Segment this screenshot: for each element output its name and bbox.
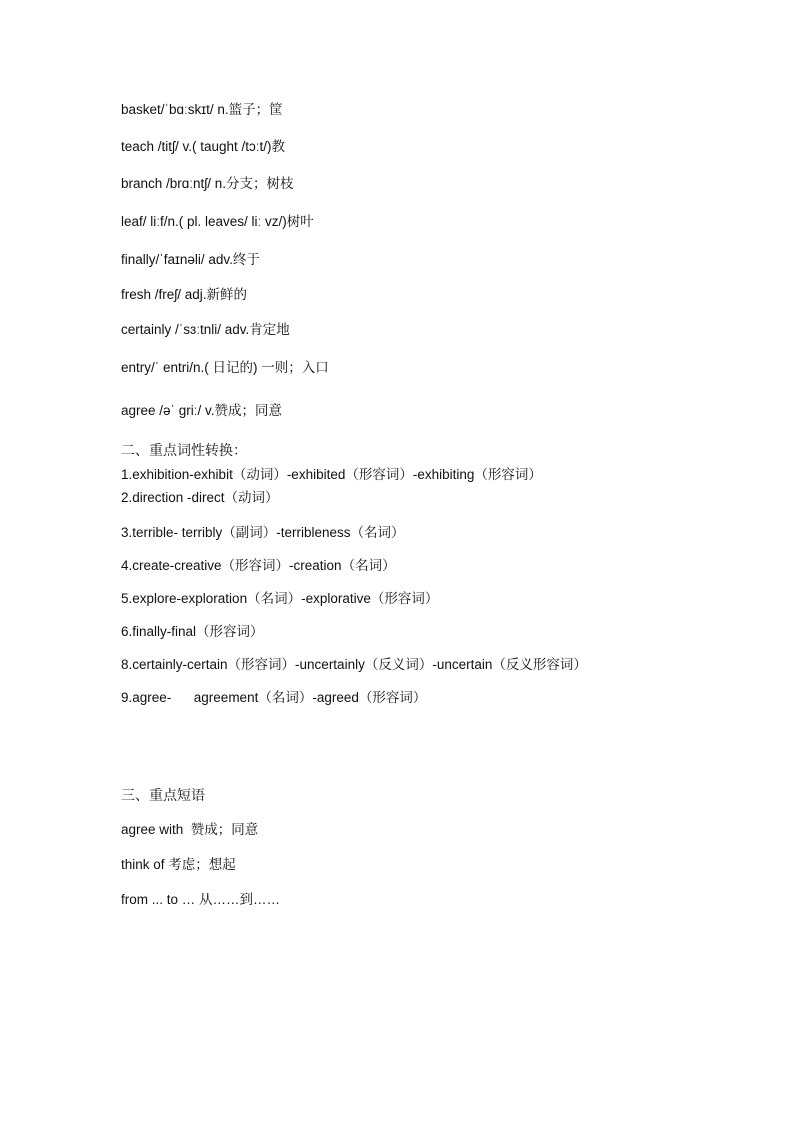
phrase-item: agree with 赞成；同意 <box>121 822 259 837</box>
vocab-entry-agree: agree /əˈ griː/ v.赞成；同意 <box>121 403 283 418</box>
word-form-item: 6.finally-final（形容词） <box>121 624 264 639</box>
word-form-item: 9.agree- agreement（名词）-agreed（形容词） <box>121 690 427 705</box>
vocab-entry-finally: finally/ˈfaɪnəli/ adv.终于 <box>121 252 260 267</box>
vocab-entry-branch: branch /brɑːntʃ/ n.分支；树枝 <box>121 176 294 191</box>
word-form-item: 1.exhibition-exhibit（动词）-exhibited（形容词）-exhibiting（形容词） <box>121 467 542 482</box>
vocab-entry-teach: teach /titʃ/ v.( taught /tɔːt/)教 <box>121 139 286 154</box>
phrase-item: from ... to … 从……到…… <box>121 892 281 907</box>
phrases-heading: 三、重点短语 <box>121 787 205 803</box>
word-form-item: 2.direction -direct（动词） <box>121 490 279 505</box>
vocab-entry-fresh: fresh /freʃ/ adj.新鲜的 <box>121 287 248 302</box>
word-form-item: 4.create-creative（形容词）-creation（名词） <box>121 558 396 573</box>
vocab-entry-leaf: leaf/ liːf/n.( pl. leaves/ liː vz/)树叶 <box>121 214 314 229</box>
word-forms-heading: 二、重点词性转换： <box>121 442 247 458</box>
word-form-item: 5.explore-exploration（名词）-explorative（形容词） <box>121 591 439 606</box>
vocab-entry-entry: entry/ˈ entri/n.( 日记的) 一则；入口 <box>121 360 329 375</box>
vocab-entry-certainly: certainly /ˈsɜːtnli/ adv.肯定地 <box>121 322 290 337</box>
vocab-entry-basket: basket/ˈbɑːskɪt/ n.篮子；筐 <box>121 102 283 117</box>
phrase-item: think of 考虑；想起 <box>121 857 236 872</box>
word-form-item: 8.certainly-certain（形容词）-uncertainly（反义词）-uncertain（反义形容词） <box>121 657 587 672</box>
word-form-item: 3.terrible- terribly（副词）-terribleness（名词） <box>121 525 405 540</box>
